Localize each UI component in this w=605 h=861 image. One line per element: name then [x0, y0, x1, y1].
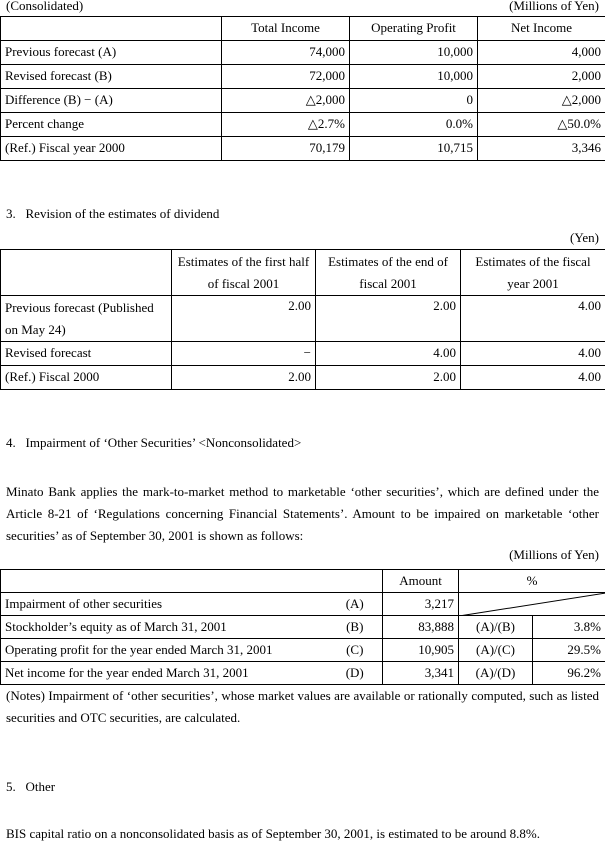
header-amount: Amount [383, 570, 459, 593]
table1-captions [0, 0, 605, 16]
row-label: Percent change [1, 113, 222, 137]
table-row [1, 89, 605, 113]
table-row [1, 296, 605, 342]
row-code: (D) [328, 662, 383, 685]
row-label: Revised forecast (B) [1, 65, 222, 89]
diagonal-blank-cell [459, 593, 605, 616]
table-row [1, 137, 605, 161]
cell-value: 10,000 [350, 65, 478, 89]
cell-value: 2.00 [172, 366, 316, 390]
cell-value: 4,000 [478, 41, 605, 65]
table-row [1, 65, 605, 89]
row-label: Revised forecast [1, 342, 172, 366]
cell-value: 0.0% [350, 113, 478, 137]
table-header-row [1, 570, 605, 593]
row-label: Impairment of other securities [1, 593, 328, 616]
table-row [1, 41, 605, 65]
ratio-value: 96.2% [533, 662, 605, 685]
header-cell [1, 17, 222, 41]
section-heading: 3. Revision of the estimates of dividend [6, 206, 220, 221]
cell-value: △2,000 [222, 89, 350, 113]
dividend-table [0, 249, 605, 390]
header-first-half: Estimates of the first half of fiscal 2001 [172, 250, 316, 296]
impairment-table [0, 569, 605, 685]
cell-value: 2,000 [478, 65, 605, 89]
cell-value: 74,000 [222, 41, 350, 65]
cell-value: 3,217 [383, 593, 459, 616]
cell-value: △50.0% [478, 113, 605, 137]
header-total-income: Total Income [222, 17, 350, 41]
table-row [1, 366, 605, 390]
cell-value: 10,905 [383, 639, 459, 662]
header-cell [1, 570, 383, 593]
table-row [1, 639, 605, 662]
header-percent: % [459, 570, 605, 593]
table-row [1, 113, 605, 137]
cell-value: △2,000 [478, 89, 605, 113]
cell-value: 2.00 [172, 296, 316, 342]
table-row [1, 593, 605, 616]
cell-value: 83,888 [383, 616, 459, 639]
cell-value: 72,000 [222, 65, 350, 89]
header-end-fiscal: Estimates of the end of fiscal 2001 [316, 250, 461, 296]
row-code: (B) [328, 616, 383, 639]
table-row [1, 616, 605, 639]
header-fiscal-year: Estimates of the fiscal year 2001 [461, 250, 605, 296]
cell-value: 4.00 [316, 342, 461, 366]
row-label: (Ref.) Fiscal 2000 [1, 366, 172, 390]
cell-value: 4.00 [461, 342, 605, 366]
header-operating-profit: Operating Profit [350, 17, 478, 41]
ratio-value: 29.5% [533, 639, 605, 662]
cell-value: 2.00 [316, 366, 461, 390]
row-label: (Ref.) Fiscal year 2000 [1, 137, 222, 161]
table-row [1, 342, 605, 366]
ratio-value: 3.8% [533, 616, 605, 639]
table-header-row [1, 250, 605, 296]
cell-value: 2.00 [316, 296, 461, 342]
cell-value: 0 [350, 89, 478, 113]
cell-value: 70,179 [222, 137, 350, 161]
consolidated-caption: (Consolidated) [6, 0, 84, 13]
row-label: Previous forecast (A) [1, 41, 222, 65]
cell-value: 10,000 [350, 41, 478, 65]
unit-caption-t2: (Yen) [569, 230, 599, 245]
table-row [1, 662, 605, 685]
cell-value: △2.7% [222, 113, 350, 137]
row-label: Previous forecast (Published on May 24) [1, 296, 172, 342]
unit-caption-t3: (Millions of Yen) [509, 547, 599, 562]
cell-value: − [172, 342, 316, 366]
header-net-income: Net Income [478, 17, 605, 41]
cell-value: 10,715 [350, 137, 478, 161]
section5-paragraph: BIS capital ratio on a nonconsolidated basis as of September 30, 2001, is estimated to be around 8.8%. [6, 826, 540, 841]
section-heading: 5. Other [6, 779, 56, 794]
section4-notes: (Notes) Impairment of ‘other securities’, whose market values are available or rationally computed, such as listed securities and OTC securities, are calculated. [6, 688, 599, 725]
unit-caption-t1: (Millions of Yen) [509, 0, 599, 13]
ratio-label: (A)/(C) [459, 639, 533, 662]
row-label: Net income for the year ended March 31, 2001 [1, 662, 328, 685]
ratio-label: (A)/(D) [459, 662, 533, 685]
row-code: (C) [328, 639, 383, 662]
cell-value: 4.00 [461, 296, 605, 342]
forecast-table [0, 16, 605, 161]
cell-value: 3,341 [383, 662, 459, 685]
section4-paragraph: Minato Bank applies the mark-to-market method to marketable ‘other securities’, which are defined under the Article 8-21 of ‘Regulations concerning Financial Statements’. Amount to be impaired on marketable ‘other securities’ as of September 30, 2001 is shown as follows: [6, 484, 599, 543]
diagonal-line [459, 593, 605, 616]
ratio-label: (A)/(B) [459, 616, 533, 639]
cell-value: 4.00 [461, 366, 605, 390]
row-label: Difference (B) − (A) [1, 89, 222, 113]
header-cell [1, 250, 172, 296]
row-label: Operating profit for the year ended March 31, 2001 [1, 639, 328, 662]
cell-value: 3,346 [478, 137, 605, 161]
row-code: (A) [328, 593, 383, 616]
table-header-row [1, 17, 605, 41]
section-heading: 4. Impairment of ‘Other Securities’ <Nonconsolidated> [6, 435, 302, 450]
row-label: Stockholder’s equity as of March 31, 2001 [1, 616, 328, 639]
